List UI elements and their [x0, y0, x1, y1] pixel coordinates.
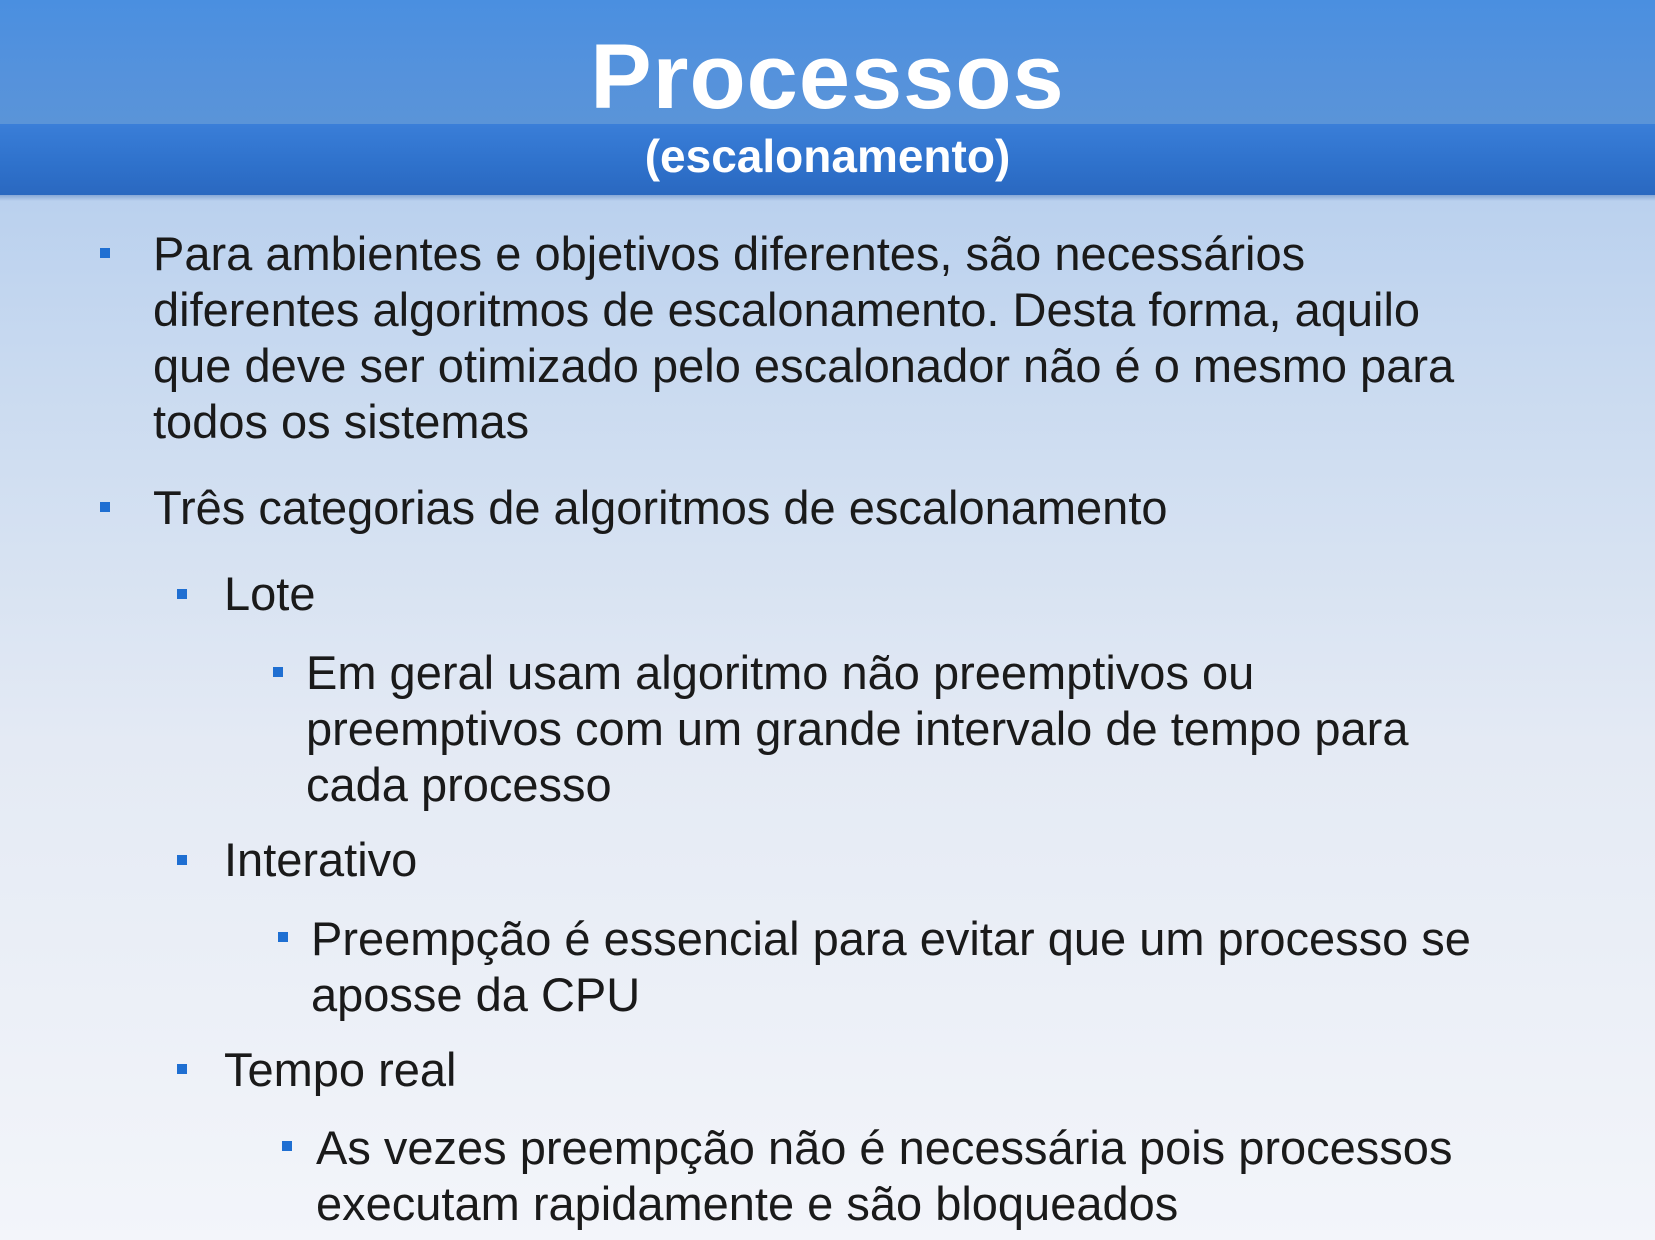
bullet-line: cada processo	[306, 758, 612, 811]
slide-subtitle: (escalonamento)	[644, 130, 1011, 182]
bullet-marker	[177, 589, 187, 599]
bullet-marker	[282, 1141, 292, 1151]
bullet-line: Interativo	[224, 833, 418, 886]
bullet-line: Tempo real	[224, 1043, 457, 1096]
slide-title: Processos	[590, 26, 1065, 128]
bullet-marker	[100, 248, 110, 258]
header-shadow	[0, 195, 1655, 201]
bullet-marker	[100, 502, 110, 512]
bullet-text	[153, 480, 1168, 536]
bullet-text	[306, 645, 1408, 813]
bullet-marker	[177, 855, 187, 865]
slide-header	[0, 0, 1655, 195]
bullet-line: Preempção é essencial para evitar que um processo se	[311, 912, 1471, 965]
bullet-text	[311, 911, 1471, 1023]
bullet-line: executam rapidamente e são bloqueados	[316, 1177, 1179, 1230]
bullet-text	[316, 1120, 1452, 1232]
bullet-line: diferentes algoritmos de escalonamento. Desta forma, aquilo	[153, 283, 1421, 336]
bullet-line: todos os sistemas	[153, 395, 530, 448]
bullet-line: preemptivos com um grande intervalo de tempo para	[306, 702, 1409, 755]
bullet-line: Em geral usam algoritmo não preemptivos ou	[306, 646, 1255, 699]
bullet-line: Lote	[224, 567, 316, 620]
bullet-line: As vezes preempção não é necessária pois processos	[316, 1121, 1453, 1174]
bullet-text	[224, 1042, 457, 1098]
bullet-text	[224, 566, 315, 622]
bullet-line: Três categorias de algoritmos de escalonamento	[153, 481, 1168, 534]
bullet-text	[224, 832, 417, 888]
bullet-line: que deve ser otimizado pelo escalonador não é o mesmo para	[153, 339, 1455, 392]
bullet-line: Para ambientes e objetivos diferentes, são necessários	[153, 227, 1306, 280]
bullet-marker	[273, 667, 283, 677]
bullet-text	[153, 226, 1454, 450]
bullet-marker	[278, 932, 288, 942]
bullet-marker	[177, 1064, 187, 1074]
bullet-line: aposse da CPU	[311, 968, 641, 1021]
